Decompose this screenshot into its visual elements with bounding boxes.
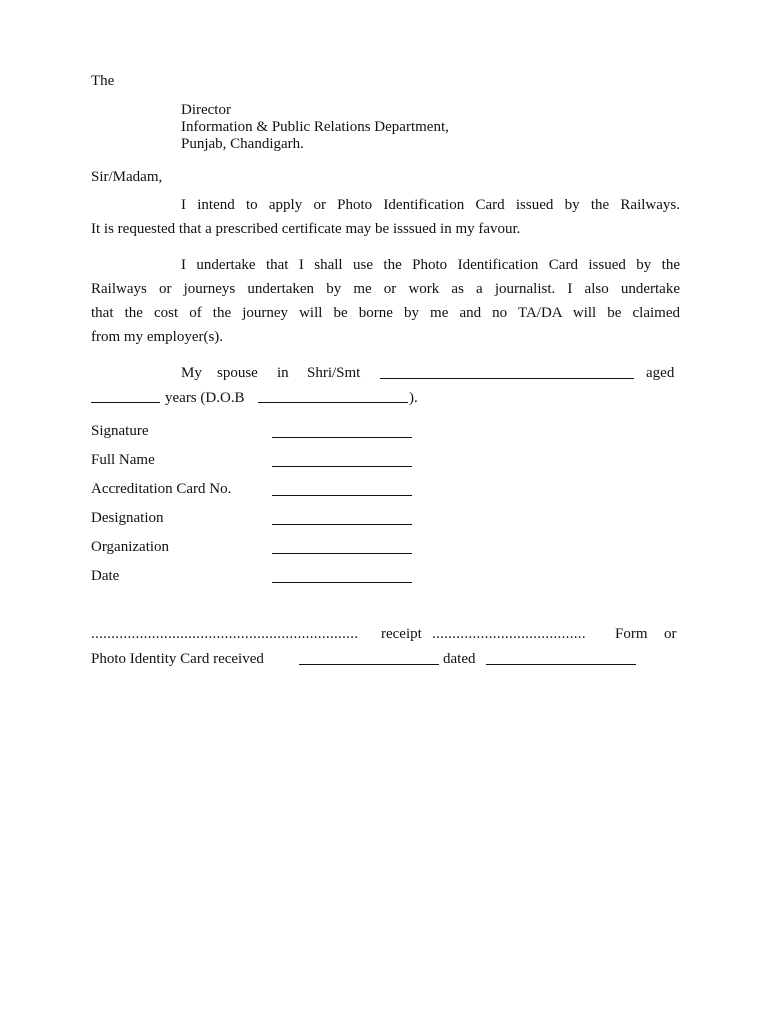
designation-blank[interactable] bbox=[272, 524, 412, 525]
full-name-label: Full Name bbox=[91, 452, 155, 468]
date-label: Date bbox=[91, 568, 120, 584]
receipt-trail-dots: ...................................... bbox=[432, 626, 586, 642]
spouse-word-my: My bbox=[181, 365, 202, 381]
spouse-name-blank[interactable] bbox=[380, 378, 634, 379]
address-line-location: Punjab, Chandigarh. bbox=[181, 136, 304, 152]
receipt-or: or bbox=[664, 626, 677, 642]
spouse-close: ). bbox=[409, 390, 418, 406]
organization-label: Organization bbox=[91, 539, 170, 555]
designation-label: Designation bbox=[91, 510, 164, 526]
para2-line2: Railways or journeys undertaken by me or work as a journalist. I also undertake bbox=[91, 281, 680, 297]
age-blank[interactable] bbox=[91, 402, 160, 403]
receipt-word: receipt bbox=[381, 626, 422, 642]
organization-blank[interactable] bbox=[272, 553, 412, 554]
spouse-word-aged: aged bbox=[646, 365, 675, 381]
address-line-department: Information & Public Relations Department, bbox=[181, 119, 449, 135]
spouse-word-spouse: spouse bbox=[217, 365, 258, 381]
spouse-years-dob: years (D.O.B bbox=[165, 390, 245, 406]
spouse-word-shri-smt: Shri/Smt bbox=[307, 365, 361, 381]
address-line-director: Director bbox=[181, 102, 231, 118]
date-blank[interactable] bbox=[272, 582, 412, 583]
para2-line3: that the cost of the journey will be borne by me and no TA/DA will be claimed bbox=[91, 305, 680, 321]
para2-line1: I undertake that I shall use the Photo Identification Card issued by the bbox=[181, 257, 680, 273]
signature-label: Signature bbox=[91, 423, 149, 439]
greeting: Sir/Madam, bbox=[91, 169, 163, 185]
dob-blank[interactable] bbox=[258, 402, 408, 403]
signature-blank[interactable] bbox=[272, 437, 412, 438]
accreditation-card-blank[interactable] bbox=[272, 495, 412, 496]
dated-blank[interactable] bbox=[486, 664, 636, 665]
receipt-form: Form bbox=[615, 626, 648, 642]
accreditation-card-label: Accreditation Card No. bbox=[91, 481, 232, 497]
para2-line4: from my employer(s). bbox=[91, 329, 224, 345]
dated-label: dated bbox=[443, 651, 476, 667]
spouse-word-in: in bbox=[277, 365, 289, 381]
para1-line2: It is requested that a prescribed certificate may be isssued in my favour. bbox=[91, 221, 521, 237]
receipt-lead-dots: .................................................................. bbox=[91, 626, 359, 642]
photo-card-received-text: Photo Identity Card received bbox=[91, 651, 264, 667]
full-name-blank[interactable] bbox=[272, 466, 412, 467]
received-blank[interactable] bbox=[299, 664, 439, 665]
salutation-to: The bbox=[91, 73, 115, 89]
para1-line1: I intend to apply or Photo Identification Card issued by the Railways. bbox=[181, 197, 680, 213]
